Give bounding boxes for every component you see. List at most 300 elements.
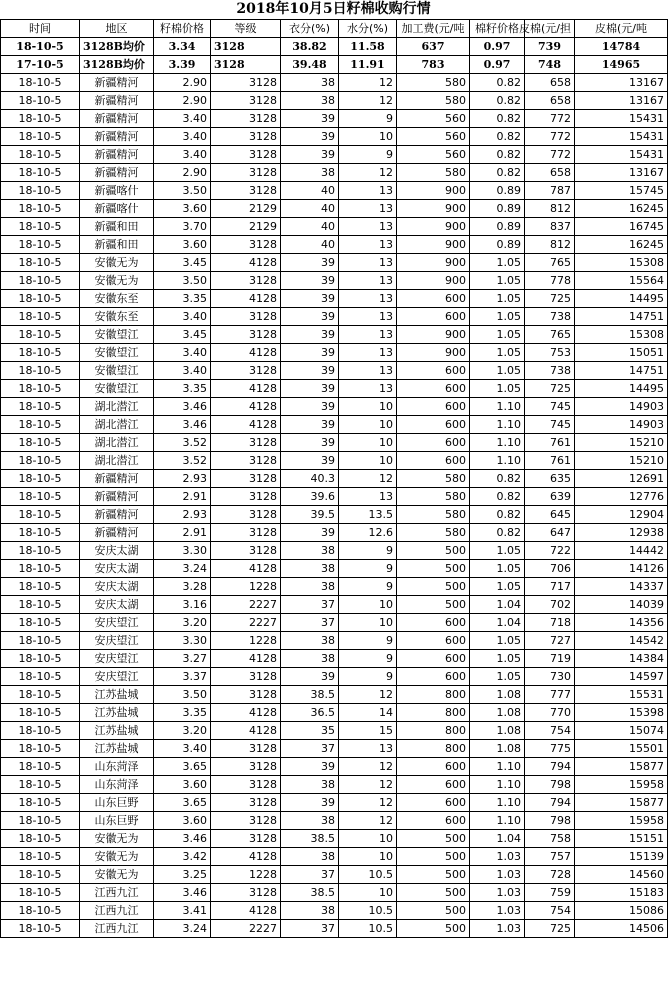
cell-region: 安徽东至 [80,290,154,308]
table-row [1,524,668,542]
table-row [1,182,668,200]
cell-processing-fee: 900 [397,182,470,200]
cell-lint-per-ton: 15398 [575,704,668,722]
cell-grade: 3128 [211,668,281,686]
table-row [1,794,668,812]
cell-cottonseed-price: 1.10 [470,812,525,830]
cell-date: 18-10-5 [1,452,80,470]
cell-lint-percentage: 38 [281,164,339,182]
cell-grade: 3128 [211,506,281,524]
cell-lint-per-ton: 14039 [575,596,668,614]
cell-lint-per-ton: 13167 [575,164,668,182]
cell-seed-cotton-price: 3.20 [154,722,211,740]
cell-lint-percentage: 40 [281,218,339,236]
cell-region: 新疆精河 [80,488,154,506]
cell-lint-percentage: 37 [281,920,339,938]
cell-lint-per-ton: 14495 [575,380,668,398]
cell-date: 18-10-5 [1,578,80,596]
cell-lint-per-dan: 772 [525,110,575,128]
cell-grade: 3128 [211,452,281,470]
cell-lint-per-ton: 15431 [575,110,668,128]
cell-region: 新疆精河 [80,128,154,146]
cell-lint-per-dan: 725 [525,290,575,308]
cell-region: 新疆和田 [80,236,154,254]
cell-lint-percentage: 39 [281,308,339,326]
cell-lint-per-dan: 794 [525,794,575,812]
cell-cottonseed-price: 0.89 [470,200,525,218]
cell-processing-fee: 500 [397,560,470,578]
cell-seed-cotton-price: 3.30 [154,632,211,650]
cell-lint-per-ton: 12776 [575,488,668,506]
cell-region: 山东巨野 [80,812,154,830]
cell-lint-per-ton: 13167 [575,92,668,110]
cell-date: 18-10-5 [1,308,80,326]
cell-processing-fee: 600 [397,308,470,326]
cell-lint-percentage: 39 [281,344,339,362]
cell-grade: 4128 [211,704,281,722]
table-row [1,380,668,398]
table-row [1,470,668,488]
cell-date: 18-10-5 [1,812,80,830]
cell-moisture: 9 [339,146,397,164]
header-seed-cotton-price: 籽棉价格 [154,20,211,38]
cell-processing-fee: 900 [397,218,470,236]
cell-lint-per-dan: 761 [525,434,575,452]
cell-lint-percentage: 39 [281,362,339,380]
cell-lint-per-dan: 748 [525,56,575,74]
cell-cottonseed-price: 1.05 [470,650,525,668]
cell-cottonseed-price: 1.05 [470,362,525,380]
cell-processing-fee: 560 [397,110,470,128]
cell-moisture: 13 [339,272,397,290]
cell-lint-per-dan: 812 [525,236,575,254]
cell-date: 18-10-5 [1,344,80,362]
cell-lint-percentage: 38.5 [281,830,339,848]
cell-lint-percentage: 40 [281,200,339,218]
table-row [1,884,668,902]
cell-cottonseed-price: 1.04 [470,830,525,848]
cell-lint-per-ton: 14597 [575,668,668,686]
table-row [1,272,668,290]
cell-date: 18-10-5 [1,740,80,758]
cell-seed-cotton-price: 3.40 [154,740,211,758]
cell-seed-cotton-price: 3.28 [154,578,211,596]
cell-moisture: 13 [339,236,397,254]
cell-grade: 3128 [211,308,281,326]
cell-lint-percentage: 39 [281,128,339,146]
cell-grade: 3128 [211,272,281,290]
cell-processing-fee: 600 [397,290,470,308]
cell-lint-per-ton: 15086 [575,902,668,920]
cell-cottonseed-price: 1.05 [470,668,525,686]
table-row [1,920,668,938]
cell-lint-per-dan: 730 [525,668,575,686]
cell-date: 17-10-5 [1,56,80,74]
cell-lint-per-dan: 738 [525,362,575,380]
cell-lint-per-dan: 765 [525,254,575,272]
cell-date: 18-10-5 [1,398,80,416]
cell-moisture: 10 [339,434,397,452]
cell-seed-cotton-price: 3.40 [154,128,211,146]
cell-lint-per-ton: 15210 [575,452,668,470]
table-row [1,650,668,668]
cell-date: 18-10-5 [1,560,80,578]
cell-moisture: 13 [339,290,397,308]
cell-moisture: 13 [339,182,397,200]
cell-date: 18-10-5 [1,416,80,434]
cell-grade: 4128 [211,254,281,272]
table-row [1,866,668,884]
cell-date: 18-10-5 [1,866,80,884]
cell-seed-cotton-price: 3.35 [154,380,211,398]
cell-date: 18-10-5 [1,38,80,56]
table-row [1,164,668,182]
cell-region: 安庆太湖 [80,578,154,596]
cell-region: 湖北潜江 [80,398,154,416]
cell-lint-percentage: 36.5 [281,704,339,722]
cell-date: 18-10-5 [1,146,80,164]
cell-cottonseed-price: 1.03 [470,884,525,902]
cell-grade: 3128 [211,164,281,182]
cell-cottonseed-price: 1.08 [470,740,525,758]
cell-cottonseed-price: 0.82 [470,74,525,92]
cell-region: 安徽无为 [80,866,154,884]
cell-seed-cotton-price: 3.46 [154,398,211,416]
price-table [0,19,668,938]
cell-processing-fee: 580 [397,164,470,182]
cell-lint-percentage: 38 [281,632,339,650]
cell-cottonseed-price: 0.82 [470,506,525,524]
cell-lint-per-dan: 772 [525,146,575,164]
cell-grade: 3128 [211,740,281,758]
table-row [1,506,668,524]
cell-grade: 3128 [211,362,281,380]
header-row [1,20,668,38]
cell-processing-fee: 600 [397,398,470,416]
cell-processing-fee: 500 [397,884,470,902]
cell-region: 安庆太湖 [80,560,154,578]
cell-region: 山东菏泽 [80,776,154,794]
cell-processing-fee: 600 [397,650,470,668]
cell-moisture: 10 [339,884,397,902]
cell-lint-per-dan: 635 [525,470,575,488]
cell-region: 新疆精河 [80,110,154,128]
cell-processing-fee: 500 [397,848,470,866]
cell-region: 湖北潜江 [80,434,154,452]
cell-grade: 3128 [211,884,281,902]
cell-lint-percentage: 38 [281,848,339,866]
cell-region: 江西九江 [80,920,154,938]
cell-grade: 2227 [211,596,281,614]
cell-processing-fee: 580 [397,506,470,524]
cell-region: 安徽无为 [80,254,154,272]
cell-seed-cotton-price: 3.40 [154,308,211,326]
table-row [1,542,668,560]
cell-cottonseed-price: 1.10 [470,434,525,452]
cell-cottonseed-price: 0.82 [470,146,525,164]
cell-grade: 3128 [211,488,281,506]
cell-seed-cotton-price: 3.60 [154,812,211,830]
cell-cottonseed-price: 0.82 [470,110,525,128]
cell-lint-percentage: 37 [281,866,339,884]
cell-moisture: 13 [339,344,397,362]
cell-cottonseed-price: 1.10 [470,416,525,434]
cell-region: 安庆太湖 [80,596,154,614]
cell-lint-percentage: 39.48 [281,56,339,74]
cell-region: 山东巨野 [80,794,154,812]
cell-date: 18-10-5 [1,272,80,290]
cell-region: 江西九江 [80,902,154,920]
cell-region: 新疆精河 [80,74,154,92]
cell-lint-per-dan: 754 [525,722,575,740]
table-row [1,686,668,704]
cell-lint-percentage: 38 [281,560,339,578]
table-row [1,596,668,614]
cell-date: 18-10-5 [1,650,80,668]
table-row [1,632,668,650]
header-processing-fee: 加工费(元/吨 [397,20,470,38]
cell-grade: 3128 [211,830,281,848]
cell-moisture: 10.5 [339,866,397,884]
cell-moisture: 12 [339,794,397,812]
cell-moisture: 10 [339,452,397,470]
cell-date: 18-10-5 [1,380,80,398]
cell-processing-fee: 600 [397,668,470,686]
table-row [1,776,668,794]
cell-seed-cotton-price: 3.65 [154,794,211,812]
cell-lint-per-dan: 702 [525,596,575,614]
cell-cottonseed-price: 0.82 [470,128,525,146]
cell-date: 18-10-5 [1,200,80,218]
cell-cottonseed-price: 1.05 [470,254,525,272]
cell-cottonseed-price: 1.08 [470,722,525,740]
cell-lint-percentage: 37 [281,614,339,632]
cell-lint-percentage: 40 [281,236,339,254]
table-row [1,326,668,344]
cell-seed-cotton-price: 3.60 [154,236,211,254]
cell-moisture: 10 [339,830,397,848]
cell-grade: 3128 [211,146,281,164]
cell-processing-fee: 600 [397,758,470,776]
table-row [1,308,668,326]
cell-processing-fee: 560 [397,146,470,164]
cell-processing-fee: 637 [397,38,470,56]
cell-lint-per-dan: 658 [525,92,575,110]
cell-lint-per-ton: 14126 [575,560,668,578]
cell-date: 18-10-5 [1,326,80,344]
cell-processing-fee: 900 [397,326,470,344]
cell-moisture: 10.5 [339,902,397,920]
cell-region: 山东菏泽 [80,758,154,776]
cell-lint-percentage: 37 [281,740,339,758]
cell-lint-percentage: 40 [281,182,339,200]
cell-lint-per-dan: 727 [525,632,575,650]
cell-processing-fee: 600 [397,380,470,398]
cell-cottonseed-price: 1.05 [470,542,525,560]
cell-lint-per-dan: 639 [525,488,575,506]
cell-cottonseed-price: 0.89 [470,236,525,254]
cell-lint-percentage: 39 [281,146,339,164]
cell-lint-percentage: 38 [281,812,339,830]
cell-region: 新疆精河 [80,146,154,164]
cell-date: 18-10-5 [1,722,80,740]
cell-processing-fee: 600 [397,434,470,452]
cell-grade: 3128 [211,326,281,344]
cell-grade: 2129 [211,218,281,236]
cell-lint-percentage: 39 [281,668,339,686]
table-body [1,38,668,938]
cell-cottonseed-price: 1.05 [470,308,525,326]
cell-cottonseed-price: 0.82 [470,92,525,110]
cell-grade: 3128 [211,524,281,542]
cell-grade: 1228 [211,866,281,884]
cell-seed-cotton-price: 3.50 [154,272,211,290]
cell-lint-per-dan: 759 [525,884,575,902]
cell-moisture: 10 [339,398,397,416]
cell-date: 18-10-5 [1,668,80,686]
cell-date: 18-10-5 [1,686,80,704]
table-row [1,902,668,920]
cell-date: 18-10-5 [1,614,80,632]
cell-region: 江苏盐城 [80,722,154,740]
cell-date: 18-10-5 [1,488,80,506]
cell-grade: 3128 [211,92,281,110]
cell-grade: 4128 [211,902,281,920]
cell-moisture: 13 [339,488,397,506]
cell-date: 18-10-5 [1,830,80,848]
table-row [1,434,668,452]
cell-lint-per-dan: 772 [525,128,575,146]
cell-region: 新疆精河 [80,506,154,524]
cell-moisture: 9 [339,668,397,686]
cell-lint-per-dan: 753 [525,344,575,362]
cell-lint-per-ton: 14965 [575,56,668,74]
cell-lint-per-dan: 645 [525,506,575,524]
cell-date: 18-10-5 [1,506,80,524]
cell-lint-per-ton: 15139 [575,848,668,866]
cell-lint-percentage: 40.3 [281,470,339,488]
cell-processing-fee: 500 [397,920,470,938]
cell-seed-cotton-price: 3.30 [154,542,211,560]
cell-lint-per-ton: 14495 [575,290,668,308]
cell-region: 安徽望江 [80,362,154,380]
cell-lint-per-dan: 757 [525,848,575,866]
table-row [1,416,668,434]
cell-moisture: 13 [339,254,397,272]
cell-lint-per-dan: 794 [525,758,575,776]
cell-lint-per-ton: 12904 [575,506,668,524]
cell-grade: 3128 [211,182,281,200]
cell-date: 18-10-5 [1,920,80,938]
table-row [1,560,668,578]
cell-region: 江苏盐城 [80,740,154,758]
cell-grade: 3128 [211,434,281,452]
cell-lint-per-dan: 758 [525,830,575,848]
cell-seed-cotton-price: 3.46 [154,416,211,434]
cell-moisture: 13 [339,200,397,218]
cell-lint-percentage: 38.5 [281,686,339,704]
cell-processing-fee: 600 [397,812,470,830]
cell-date: 18-10-5 [1,848,80,866]
cell-lint-percentage: 39 [281,794,339,812]
cell-seed-cotton-price: 3.24 [154,560,211,578]
cell-grade: 1228 [211,632,281,650]
cell-lint-per-ton: 15564 [575,272,668,290]
cell-seed-cotton-price: 3.46 [154,830,211,848]
cell-processing-fee: 600 [397,776,470,794]
cell-cottonseed-price: 1.03 [470,866,525,884]
cell-region: 3128B均价 [80,38,154,56]
cell-region: 新疆精河 [80,164,154,182]
cell-grade: 1228 [211,578,281,596]
cell-seed-cotton-price: 3.52 [154,434,211,452]
header-lint-percentage: 衣分(%) [281,20,339,38]
cell-cottonseed-price: 1.08 [470,686,525,704]
cell-lint-per-ton: 15431 [575,146,668,164]
table-row [1,668,668,686]
cell-seed-cotton-price: 3.34 [154,38,211,56]
cell-lint-per-dan: 798 [525,776,575,794]
cell-grade: 4128 [211,290,281,308]
cell-processing-fee: 900 [397,272,470,290]
table-row [1,452,668,470]
cell-moisture: 12 [339,758,397,776]
cell-grade: 3128 [211,686,281,704]
cell-lint-percentage: 38.5 [281,884,339,902]
cell-lint-per-ton: 12691 [575,470,668,488]
cell-date: 18-10-5 [1,236,80,254]
cell-lint-percentage: 39 [281,758,339,776]
cell-seed-cotton-price: 3.40 [154,146,211,164]
cell-lint-per-dan: 812 [525,200,575,218]
cell-region: 新疆精河 [80,470,154,488]
cell-cottonseed-price: 1.10 [470,794,525,812]
cell-seed-cotton-price: 3.25 [154,866,211,884]
cell-moisture: 13 [339,380,397,398]
cell-region: 安庆望江 [80,614,154,632]
cell-cottonseed-price: 0.82 [470,524,525,542]
cell-date: 18-10-5 [1,632,80,650]
cell-seed-cotton-price: 3.65 [154,758,211,776]
cell-moisture: 12 [339,776,397,794]
cell-seed-cotton-price: 3.50 [154,686,211,704]
cell-lint-per-ton: 16245 [575,200,668,218]
cell-date: 18-10-5 [1,884,80,902]
table-row [1,110,668,128]
cell-lint-percentage: 39 [281,290,339,308]
cell-lint-per-dan: 722 [525,542,575,560]
cell-cottonseed-price: 1.03 [470,902,525,920]
cell-processing-fee: 580 [397,524,470,542]
cell-seed-cotton-price: 3.52 [154,452,211,470]
cell-lint-per-dan: 837 [525,218,575,236]
cell-cottonseed-price: 1.10 [470,398,525,416]
average-row [1,56,668,74]
cell-date: 18-10-5 [1,794,80,812]
cell-lint-per-ton: 15074 [575,722,668,740]
cell-date: 18-10-5 [1,434,80,452]
cell-moisture: 10 [339,128,397,146]
cell-moisture: 12 [339,74,397,92]
table-row [1,146,668,164]
cell-region: 安徽望江 [80,344,154,362]
cell-region: 安庆望江 [80,632,154,650]
cell-processing-fee: 500 [397,830,470,848]
cell-date: 18-10-5 [1,254,80,272]
cell-grade: 4128 [211,650,281,668]
cell-region: 安徽东至 [80,308,154,326]
cell-cottonseed-price: 1.05 [470,344,525,362]
